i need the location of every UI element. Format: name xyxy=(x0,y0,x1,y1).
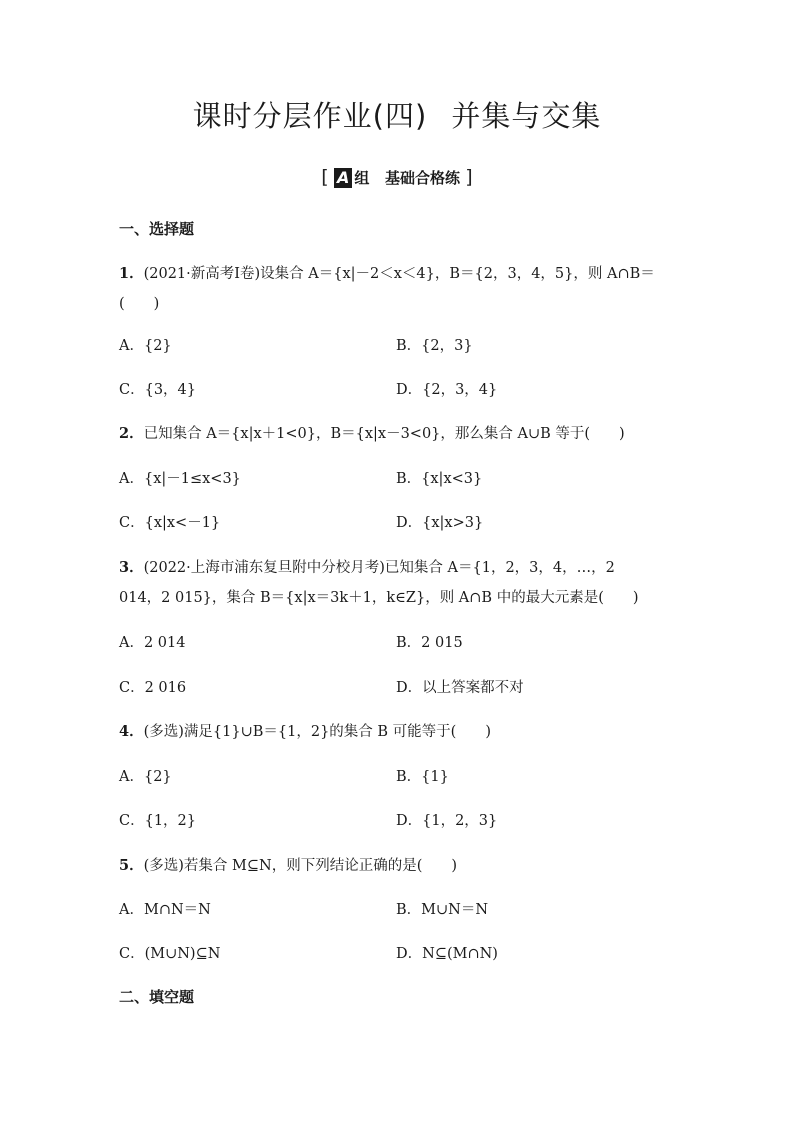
question-1-option-a: A．{2} xyxy=(119,338,172,354)
question-4-option-b: B．{1} xyxy=(396,769,449,785)
question-1-number: 1． xyxy=(119,265,144,282)
question-5-text: (多选)若集合 M⊆N，则下列结论正确的是( ) xyxy=(143,858,458,874)
question-3-option-c: C．2 016 xyxy=(119,680,187,696)
question-2-option-b: B．{x|x<3} xyxy=(396,471,483,487)
question-4-number: 4． xyxy=(119,723,144,740)
group-label: 组 xyxy=(354,169,370,187)
question-1-option-d: D．{2，3，4} xyxy=(396,382,498,398)
group-open-bracket: [ xyxy=(321,166,329,188)
question-4-option-d: D．{1，2，3} xyxy=(396,813,498,829)
question-1-option-b: B．{2，3} xyxy=(396,338,473,354)
question-3-text: (2022·上海市浦东复旦附中分校月考)已知集合 A＝{1，2，3，4，…，2 xyxy=(143,560,615,576)
question-3-option-b: B．2 015 xyxy=(396,635,463,651)
question-2-number: 2． xyxy=(119,425,144,442)
title-sub: 并集与交集 xyxy=(451,99,602,133)
question-1 xyxy=(119,262,655,283)
question-1-answer-paren: ( ) xyxy=(119,296,160,312)
group-badge: A xyxy=(334,168,352,188)
question-5-number: 5． xyxy=(119,857,144,874)
question-4 xyxy=(119,720,491,741)
group-close-bracket: ] xyxy=(465,166,473,188)
group-heading xyxy=(0,166,794,188)
question-3-option-a: A．2 014 xyxy=(119,635,186,651)
question-1-option-c: C．{3，4} xyxy=(119,382,196,398)
question-5-option-d: D．N⊆(M∩N) xyxy=(396,946,498,962)
question-4-option-c: C．{1，2} xyxy=(119,813,196,829)
question-3-number: 3． xyxy=(119,559,144,576)
question-3 xyxy=(119,556,615,577)
question-1-text: (2021·新高考Ⅰ卷)设集合 A＝{x|－2＜x＜4}，B＝{2，3，4，5}，则 A∩B＝ xyxy=(143,266,655,282)
question-2 xyxy=(119,422,625,443)
question-5-option-b: B．M∪N＝N xyxy=(396,902,489,918)
question-3-option-d: D．以上答案都不对 xyxy=(396,680,524,696)
page-title xyxy=(0,94,794,135)
question-4-option-a: A．{2} xyxy=(119,769,172,785)
title-main: 课时分层作业(四) xyxy=(192,99,428,133)
question-2-text: 已知集合 A＝{x|x＋1<0}，B＝{x|x－3<0}，那么集合 A∪B 等于( ) xyxy=(143,426,625,442)
question-3-text-continued: 014，2 015}，集合 B＝{x|x＝3k＋1，k∈Z}，则 A∩B 中的最大元素是( ) xyxy=(119,590,639,606)
section-fill: 二、填空题 xyxy=(119,988,195,1006)
question-5 xyxy=(119,854,457,875)
question-4-text: (多选)满足{1}∪B＝{1，2}的集合 B 可能等于( ) xyxy=(143,724,491,740)
section-choice: 一、选择题 xyxy=(119,220,195,238)
question-2-option-d: D．{x|x>3} xyxy=(396,515,484,531)
question-2-option-c: C．{x|x<－1} xyxy=(119,515,221,531)
question-5-option-c: C．(M∪N)⊆N xyxy=(119,946,221,962)
question-2-option-a: A．{x|－1≤x<3} xyxy=(119,471,241,487)
question-5-option-a: A．M∩N＝N xyxy=(119,902,211,918)
group-name: 基础合格练 xyxy=(385,169,461,187)
